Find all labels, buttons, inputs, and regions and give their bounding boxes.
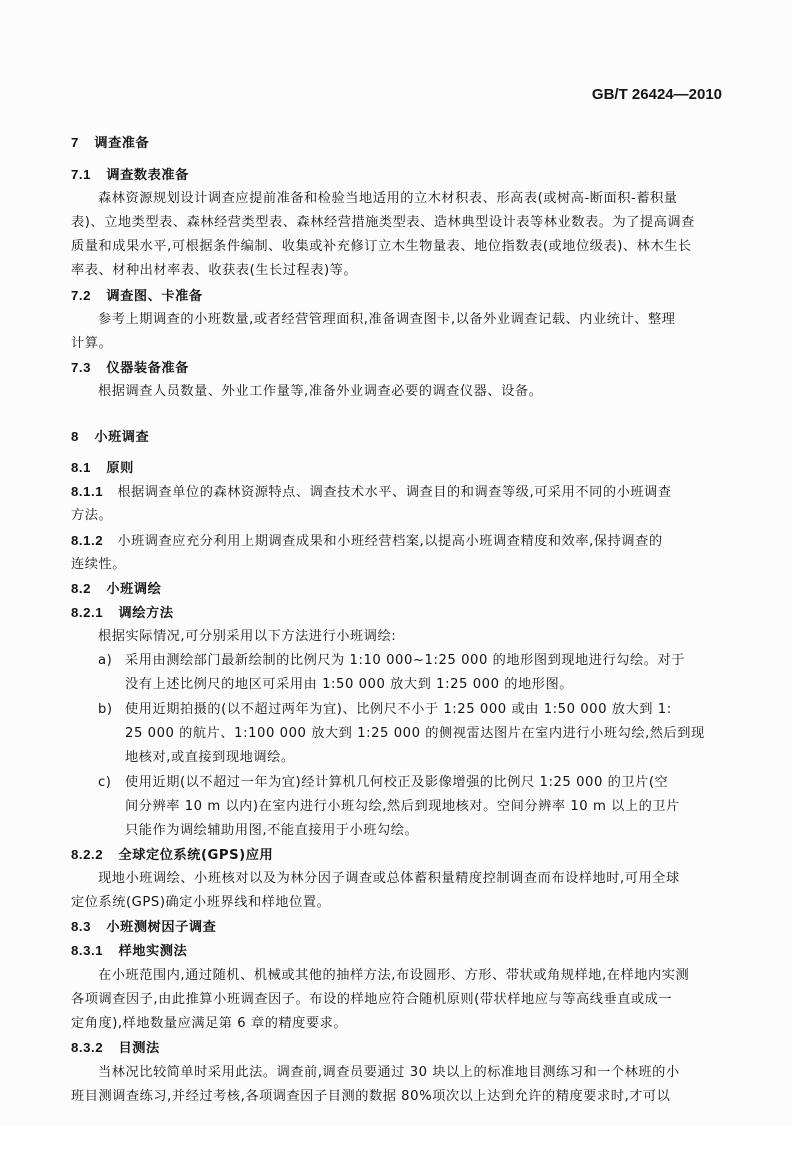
paragraph-line: 现地小班调绘、小班核对以及为林分因子调查或总体蓄积量精度控制调查而布设样地时,可用全球 [98, 871, 680, 886]
list-item-line: 没有上述比例尺的地区可采用由 1:50 000 放大到 1:25 000 的地形图。 [125, 677, 573, 692]
section-heading-8-1: 8.1 原则 [71, 460, 134, 476]
paragraph-line: 率表、材种出材率表、收获表(生长过程表)等。 [71, 263, 358, 278]
list-item-label: b) [98, 702, 113, 717]
paragraph-line: 质量和成果水平,可根据条件编制、收集或补充修订立木生物量表、地位指数表(或地位级表)、林木生长 [71, 239, 692, 254]
clause-8-1-1: 8.1.1 根据调查单位的森林资源特点、调查技术水平、调查目的和调查等级,可采用不同的小班调查 [71, 484, 672, 500]
list-item-line: 使用近期(以不超过一年为宜)经计算机几何校正及影像增强的比例尺 1:25 000 的卫片(空 [125, 775, 669, 790]
list-item-line: 使用近期拍摄的(以不超过两年为宜)、比例尺不小于 1:25 000 或由 1:50 000 放大到 1: [125, 702, 672, 717]
paragraph-line: 定位系统(GPS)确定小班界线和样地位置。 [71, 895, 331, 910]
clause-8-1-2: 8.1.2 小班调查应充分利用上期调查成果和小班经营档案,以提高小班调查精度和效率,保持调查的 [71, 533, 663, 549]
list-item-line: 采用由测绘部门最新绘制的比例尺为 1:10 000~1:25 000 的地形图到现地进行勾绘。对于 [125, 653, 685, 668]
chapter-heading-8: 8 小班调查 [71, 429, 150, 445]
paragraph-line: 在小班范围内,通过随机、机械或其他的抽样方法,布设圆形、方形、带状或角规样地,在样地内实测 [98, 968, 690, 983]
list-item-label: a) [98, 653, 113, 668]
paragraph-line: 各项调查因子,由此推算小班调查因子。布设的样地应符合随机原则(带状样地应与等高线垂直或成一 [71, 992, 673, 1007]
section-heading-8-3: 8.3 小班测树因子调查 [71, 919, 217, 935]
standard-code: GB/T 26424—2010 [591, 86, 722, 103]
paragraph-line: 班目测调查练习,并经过考核,各项调查因子目测的数据 80%项次以上达到允许的精度要求时,才可以 [71, 1089, 671, 1104]
paragraph-line: 根据实际情况,可分别采用以下方法进行小班调绘: [98, 629, 397, 644]
list-item-line: 地核对,或直接到现地调绘。 [125, 750, 295, 765]
section-heading-7-2: 7.2 调查图、卡准备 [71, 288, 203, 304]
paragraph-line: 当林况比较简单时采用此法。调查前,调查员要通过 30 块以上的标准地目测练习和一个林班的小 [98, 1065, 680, 1080]
paragraph-line: 定角度),样地数量应满足第 6 章的精度要求。 [71, 1016, 348, 1031]
paragraph-line: 森林资源规划设计调查应提前准备和检验当地适用的立木材积表、形高表(或树高-断面积-蓄积量 [98, 191, 678, 206]
section-heading-8-3-1: 8.3.1 样地实测法 [71, 943, 188, 959]
paragraph-line: 计算。 [71, 336, 113, 351]
section-heading-8-2-2: 8.2.2 全球定位系统(GPS)应用 [71, 847, 274, 863]
list-item-line: 间分辨率 10 m 以内)在室内进行小班勾绘,然后到现地核对。空间分辨率 10 m 以上的卫片 [125, 799, 680, 814]
section-heading-7-1: 7.1 调查数表准备 [71, 167, 189, 183]
section-heading-8-2: 8.2 小班调绘 [71, 581, 162, 597]
section-heading-8-3-2: 8.3.2 目测法 [71, 1040, 160, 1056]
paragraph-line: 方法。 [71, 508, 113, 523]
section-heading-8-2-1: 8.2.1 调绘方法 [71, 605, 174, 621]
list-item-line: 25 000 的航片、1:100 000 放大到 1:25 000 的侧视雷达图片在室内进行小班勾绘,然后到现 [125, 726, 705, 741]
chapter-heading-7: 7 调查准备 [71, 135, 150, 151]
paragraph-line: 参考上期调查的小班数量,或者经营管理面积,准备调查图卡,以备外业调查记载、内业统计、整理 [98, 312, 676, 327]
list-item-line: 只能作为调绘辅助用图,不能直接用于小班勾绘。 [125, 823, 419, 838]
paragraph-line: 表)、立地类型表、森林经营类型表、森林经营措施类型表、造林典型设计表等林业数表。为了提高调查 [71, 215, 695, 230]
paragraph-line: 连续性。 [71, 557, 126, 572]
section-heading-7-3: 7.3 仪器装备准备 [71, 360, 189, 376]
list-item-label: c) [98, 775, 112, 790]
paragraph-line: 根据调查人员数量、外业工作量等,准备外业调查必要的调查仪器、设备。 [98, 384, 543, 399]
